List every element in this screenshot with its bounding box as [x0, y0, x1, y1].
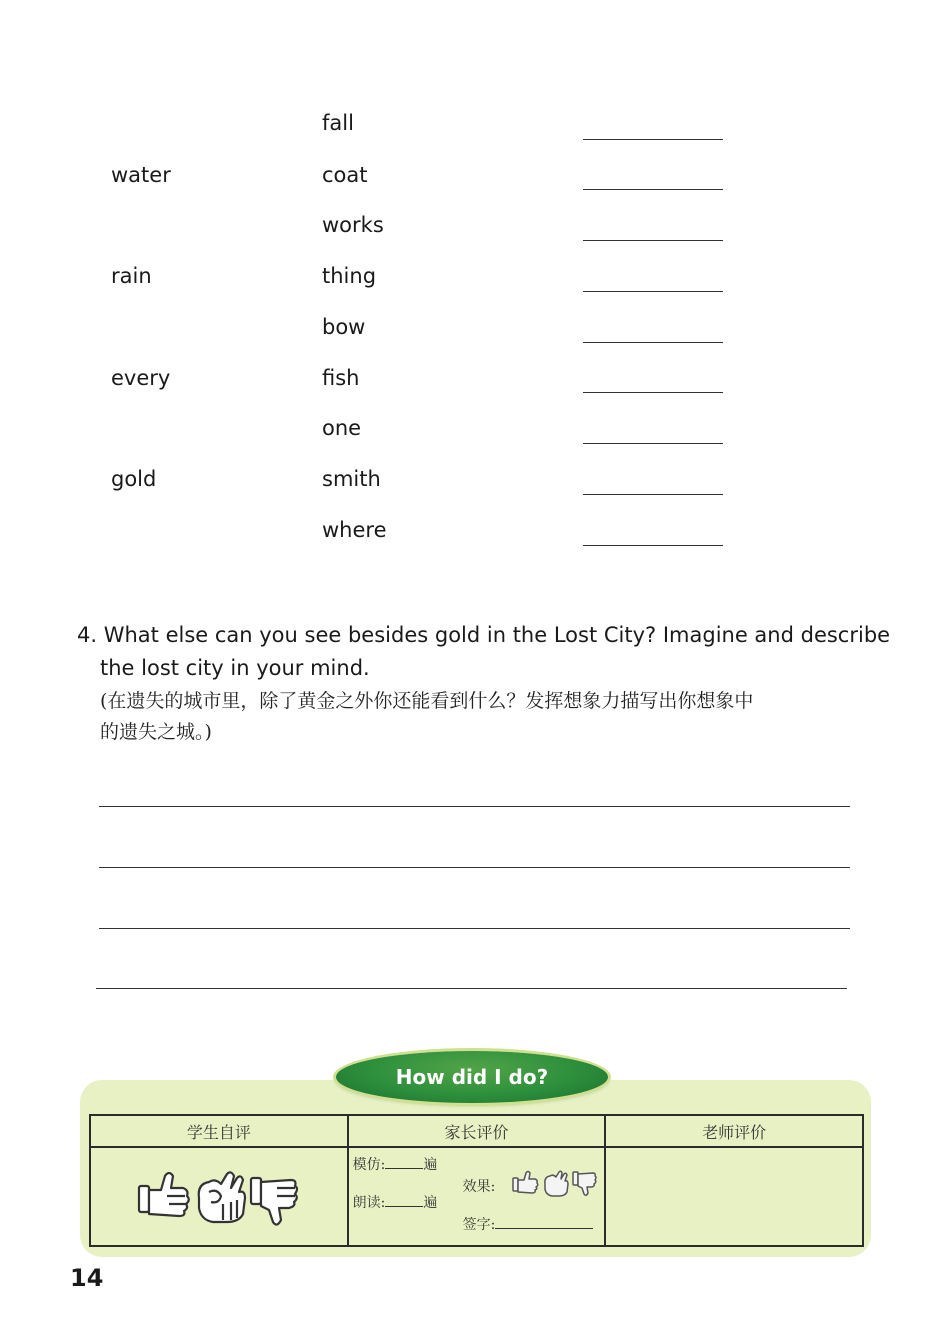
- left-word: rain: [111, 264, 152, 288]
- left-word: gold: [111, 467, 157, 491]
- evaluation-table: [89, 1114, 864, 1247]
- question-4-line-2: the lost city in your mind.: [100, 656, 370, 680]
- question-4-line-1: 4. What else can you see besides gold in the Lost City? Imagine and describe: [77, 623, 891, 647]
- answer-blank[interactable]: [583, 392, 723, 393]
- student-self-eval-header: 学生自评: [90, 1115, 348, 1147]
- imitate-label: 模仿:: [352, 1157, 386, 1173]
- thumbs-down-icon[interactable]: [251, 1178, 297, 1225]
- right-word: coat: [322, 163, 368, 187]
- question-4-chinese-line-2: 的遗失之城。): [100, 721, 212, 743]
- writing-line[interactable]: [99, 806, 850, 807]
- teacher-eval-header: 老师评价: [605, 1115, 863, 1147]
- times-unit: 遍: [423, 1157, 438, 1173]
- left-word: water: [111, 163, 171, 187]
- writing-line[interactable]: [96, 988, 847, 989]
- sign-label: 签字:: [462, 1217, 496, 1233]
- answer-blank[interactable]: [583, 189, 723, 190]
- right-word: smith: [322, 467, 381, 491]
- student-self-eval-cell: [90, 1147, 348, 1246]
- self-eval-icons: [91, 1148, 349, 1245]
- thumbs-down-icon[interactable]: [573, 1172, 596, 1195]
- answer-blank[interactable]: [583, 545, 723, 546]
- parent-eval-cell: [348, 1147, 606, 1246]
- right-word: bow: [322, 315, 366, 339]
- right-word: works: [322, 213, 384, 237]
- answer-blank[interactable]: [583, 291, 723, 292]
- answer-blank[interactable]: [583, 443, 723, 444]
- thumbs-up-icon[interactable]: [513, 1172, 538, 1194]
- answer-blank[interactable]: [583, 240, 723, 241]
- writing-line[interactable]: [99, 928, 850, 929]
- right-word: fall: [322, 111, 354, 135]
- answer-blank[interactable]: [583, 494, 723, 495]
- read-label: 朗读:: [352, 1195, 386, 1211]
- left-word: every: [111, 366, 171, 390]
- ok-hand-icon[interactable]: [199, 1172, 245, 1222]
- effect-label: 效果:: [462, 1179, 496, 1195]
- right-word: one: [322, 416, 362, 440]
- effect-icons: [509, 1166, 605, 1202]
- page-number: 14: [70, 1264, 104, 1292]
- teacher-eval-cell[interactable]: [605, 1147, 863, 1246]
- right-word: thing: [322, 264, 377, 288]
- parent-eval-header: 家长评价: [348, 1115, 606, 1147]
- times-unit: 遍: [423, 1195, 438, 1211]
- how-did-i-do-badge: How did I do?: [336, 1051, 608, 1103]
- thumbs-up-icon[interactable]: [139, 1173, 189, 1216]
- read-count-blank[interactable]: [385, 1194, 423, 1207]
- answer-blank[interactable]: [583, 342, 723, 343]
- imitate-count-blank[interactable]: [385, 1156, 423, 1169]
- writing-line[interactable]: [99, 867, 850, 868]
- question-4-chinese-line-1: (在遗失的城市里，除了黄金之外你还能看到什么？发挥想象力描写出你想象中: [100, 690, 754, 712]
- answer-blank[interactable]: [583, 139, 723, 140]
- right-word: fish: [322, 366, 360, 390]
- parent-signature-blank[interactable]: [495, 1216, 593, 1229]
- right-word: where: [322, 518, 387, 542]
- ok-hand-icon[interactable]: [545, 1171, 568, 1196]
